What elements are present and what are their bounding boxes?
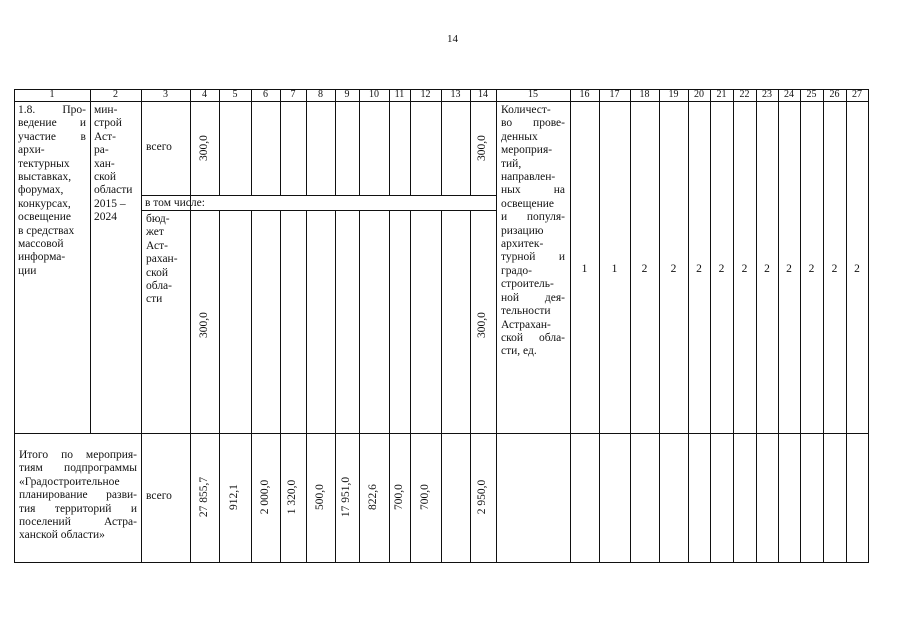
total-row-col7: 1 320,0	[286, 479, 298, 515]
header-col-1: 1	[49, 89, 55, 100]
in-that-number-label: в том числе:	[145, 197, 205, 209]
budget-line: обла-	[146, 280, 172, 293]
indicator-cell	[501, 104, 565, 359]
indicator-line: тий,	[501, 157, 522, 170]
total-row-name-line: тиям подпрограммы	[19, 462, 137, 475]
measure-name-line: тектурных	[18, 157, 70, 170]
header-col-11: 11	[394, 89, 405, 100]
indicator-line: и популя-	[501, 211, 565, 224]
total-row-name-line: ханской области»	[19, 529, 105, 542]
indicator-line: сти, ед.	[501, 345, 537, 358]
measure-name-line: ции	[18, 264, 37, 277]
indicator-line: во прове-	[501, 117, 565, 130]
header-col-4: 4	[202, 89, 207, 100]
indicator-line: ской обла-	[501, 331, 565, 344]
header-col-3: 3	[163, 89, 168, 100]
indicator-line: тельности	[501, 305, 551, 318]
header-col-20: 20	[694, 89, 704, 100]
executor-line: Аст-	[94, 130, 116, 143]
total-row-name-line: поселений Астра-	[19, 516, 137, 529]
indicator-value-col24: 2	[786, 263, 792, 275]
total-row-col6: 2 000,0	[259, 479, 271, 515]
budget-line: сти	[146, 293, 163, 306]
measure-name-line: выставках,	[18, 171, 72, 184]
header-col-22: 22	[739, 89, 750, 100]
executor-line: хан-	[94, 157, 115, 170]
total-row-col10: 822,6	[367, 484, 379, 510]
total-row-name-line: «Градостроительное	[19, 475, 120, 488]
header-col-26: 26	[829, 89, 840, 100]
indicator-line: освещение	[501, 197, 554, 210]
header-col-19: 19	[668, 89, 679, 100]
total-row-col9: 17 951,0	[340, 476, 352, 518]
indicator-line: ной дея-	[501, 291, 565, 304]
measure-name-line: информа-	[18, 251, 66, 264]
header-col-10: 10	[369, 89, 379, 100]
indicator-line: турной и	[501, 251, 565, 264]
total-row-name-line: планирование разви-	[19, 489, 137, 502]
total-row-col5: 912,1	[228, 484, 240, 510]
executor-line: строй	[94, 117, 122, 130]
total-row-col4: 27 855,7	[198, 476, 210, 518]
total-label: всего	[146, 141, 172, 153]
row18-total-col14: 300,0	[476, 135, 488, 161]
indicator-line: архитек-	[501, 238, 544, 251]
indicator-value-col26: 2	[831, 263, 838, 275]
indicator-line: строитель-	[501, 278, 554, 291]
budget-line: бюд-	[146, 213, 170, 225]
page-number: 14	[447, 33, 458, 45]
executor-line: 2015 –	[94, 197, 126, 210]
executor-line: ской	[94, 171, 117, 184]
indicator-line: Астрахан-	[501, 318, 551, 331]
indicator-value-col17: 1	[611, 263, 618, 275]
header-col-24: 24	[784, 89, 794, 100]
budget-line: Аст-	[146, 239, 168, 252]
header-col-8: 8	[318, 89, 323, 100]
total-row-label: всего	[146, 490, 172, 502]
header-col-12: 12	[420, 89, 431, 100]
measure-name-line: конкурсах,	[18, 197, 71, 210]
indicator-line: ных на	[501, 184, 565, 197]
executor-line: мин-	[94, 104, 118, 116]
indicator-line: денных	[501, 130, 538, 143]
measure-name-line: освещение	[18, 211, 71, 224]
total-row-col8: 500,0	[314, 484, 326, 510]
total-row-col14: 2 950,0	[476, 479, 488, 515]
header-col-18: 18	[639, 89, 650, 100]
header-col-14: 14	[478, 89, 488, 100]
header-col-23: 23	[762, 89, 772, 100]
measure-name-line: архи-	[18, 144, 45, 157]
indicator-line: ризацию	[501, 224, 544, 237]
row18-budget-col4: 300,0	[198, 312, 210, 338]
measure-name-line: участие в	[18, 130, 86, 143]
indicator-line: мероприя-	[501, 144, 553, 157]
indicator-value-col20: 2	[696, 263, 702, 275]
row18-budget-col14: 300,0	[476, 312, 488, 338]
measure-name-line: ведение и	[18, 117, 86, 130]
header-col-9: 9	[344, 89, 350, 100]
indicator-value-col21: 2	[718, 263, 725, 275]
indicator-line: градо-	[501, 264, 533, 277]
indicator-value-col18: 2	[641, 263, 648, 275]
indicator-line: Количест-	[501, 104, 551, 116]
total-row-name-line: тия территорий и	[19, 502, 137, 515]
executor-line: ра-	[94, 144, 109, 157]
measure-name-line: форумах,	[18, 184, 64, 197]
measure-name-line: массовой	[18, 238, 64, 251]
header-col-5: 5	[232, 89, 238, 100]
indicator-value-col22: 2	[741, 263, 748, 275]
indicator-value-col27: 2	[854, 263, 860, 275]
budget-line: ской	[146, 266, 169, 279]
indicator-value-col16: 1	[581, 263, 588, 275]
indicator-value-col19: 2	[670, 263, 677, 275]
row18-total-col4: 300,0	[198, 135, 210, 161]
executor-cell	[94, 104, 140, 225]
measure-name-line: в средствах	[18, 224, 75, 237]
header-col-17: 17	[609, 89, 620, 100]
total-row-col11: 700,0	[393, 484, 405, 510]
executor-line: 2024	[94, 211, 117, 224]
header-col-15: 15	[528, 89, 538, 100]
header-col-21: 21	[716, 89, 727, 100]
total-row-col12: 700,0	[419, 484, 431, 510]
budget-cell	[146, 213, 190, 307]
budget-line: рахан-	[146, 253, 178, 266]
indicator-value-col23: 2	[764, 263, 770, 275]
header-col-13: 13	[450, 89, 461, 100]
measure-name-cell	[18, 104, 86, 278]
header-col-2: 2	[113, 89, 118, 100]
header-col-7: 7	[290, 89, 296, 100]
indicator-line: направлен-	[501, 171, 556, 184]
header-col-16: 16	[579, 89, 590, 100]
total-row-name-cell	[19, 449, 137, 543]
measure-name-line: 1.8. Про-	[18, 104, 86, 116]
budget-line: жет	[146, 226, 164, 239]
indicator-value-col25: 2	[808, 263, 815, 275]
header-col-25: 25	[806, 89, 817, 100]
total-row-name-line: Итого по мероприя-	[19, 449, 137, 461]
header-col-6: 6	[263, 89, 268, 100]
header-col-27: 27	[852, 89, 862, 100]
executor-line: области	[94, 184, 133, 197]
